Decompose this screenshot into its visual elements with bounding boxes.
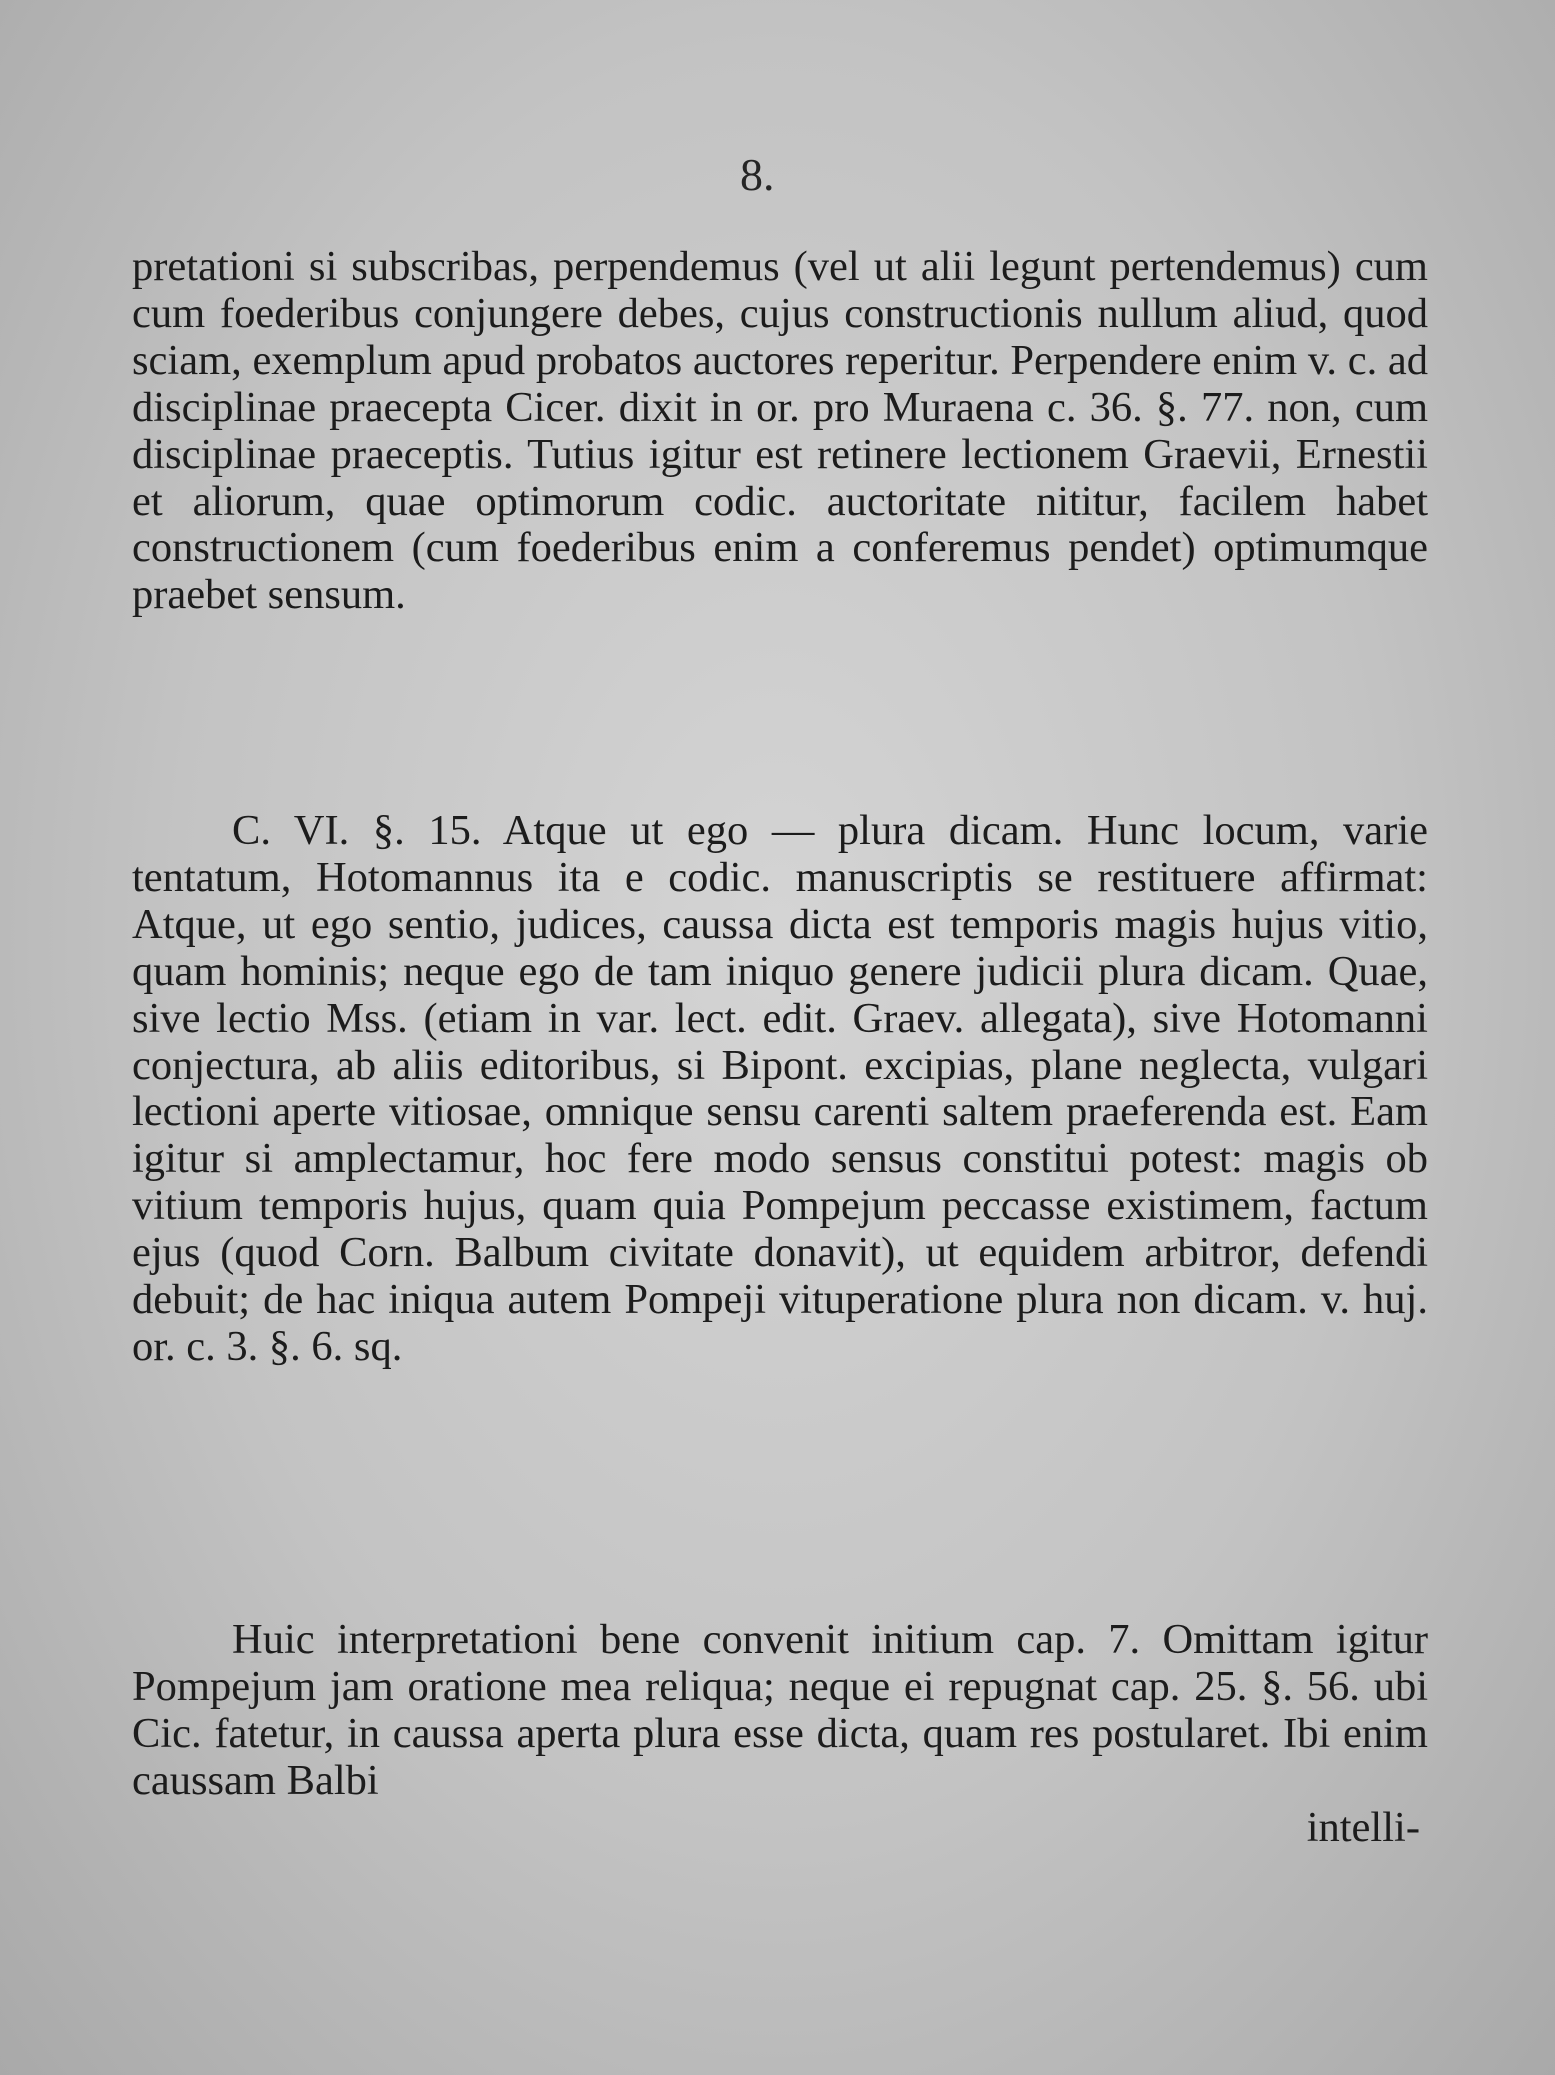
paragraph-1 bbox=[132, 244, 1428, 619]
paragraph-2-text: C. VI. §. 15. Atque ut ego — plura dicam. Hunc locum, varie tentatum, Hotomannus ita e codic. manuscriptis se restituere affirmat: Atque, ut ego sentio, judices, caussa dicta est temporis magis hujus vitio, quam hominis; neque ego de tam iniquo genere judicii plura dicam. Quae, sive lectio Mss. (etiam in var. lect. edit. Graev. allegata), sive Hotomanni conjectura, ab aliis editoribus, si Bipont. excipias, plane neglecta, vulgari lectioni aperte vitiosae, omnique sensu carenti saltem praeferenda est. Eam igitur si amplectamur, hoc fere modo sensus constitui potest: magis ob vitium temporis hujus, quam quia Pompejum peccasse existimem, factum ejus (quod Corn. Balbum civitate donavit), ut equidem arbitror, defendi debuit; de hac iniqua autem Pompeji vituperatione plura non dicam. v. huj. or. c. 3. §. 6. sq. bbox=[132, 807, 1428, 1370]
catchword: intelli- bbox=[1306, 1804, 1420, 1851]
paragraph-2 bbox=[132, 808, 1428, 1371]
paragraph-3-text: Huic interpretationi bene convenit initium cap. 7. Omittam igitur Pompejum jam oratione mea reliqua; neque ei repugnat cap. 25. §. 56. ubi Cic. fatetur, in caussa aperta plura esse dicta, quam res postularet. Ibi enim caussam Balbi bbox=[132, 1616, 1428, 1804]
paragraph-3 bbox=[132, 1617, 1428, 1805]
page-number: 8. bbox=[740, 149, 775, 200]
paragraph-1-text: pretationi si subscribas, perpendemus (vel ut alii legunt pertendemus) cum cum foederibus conjungere debes, cujus constructionis nullum aliud, quod sciam, exemplum apud probatos auctores reperitur. Perpendere enim v. c. ad disciplinae praecepta Cicer. dixit in or. pro Muraena c. 36. §. 77. non, cum disciplinae praeceptis. Tutius igitur est retinere lectionem Graevii, Ernestii et aliorum, quae optimorum codic. auctoritate nititur, facilem habet constructionem (cum foederibus enim a conferemus pendet) optimumque praebet sensum. bbox=[132, 243, 1428, 619]
